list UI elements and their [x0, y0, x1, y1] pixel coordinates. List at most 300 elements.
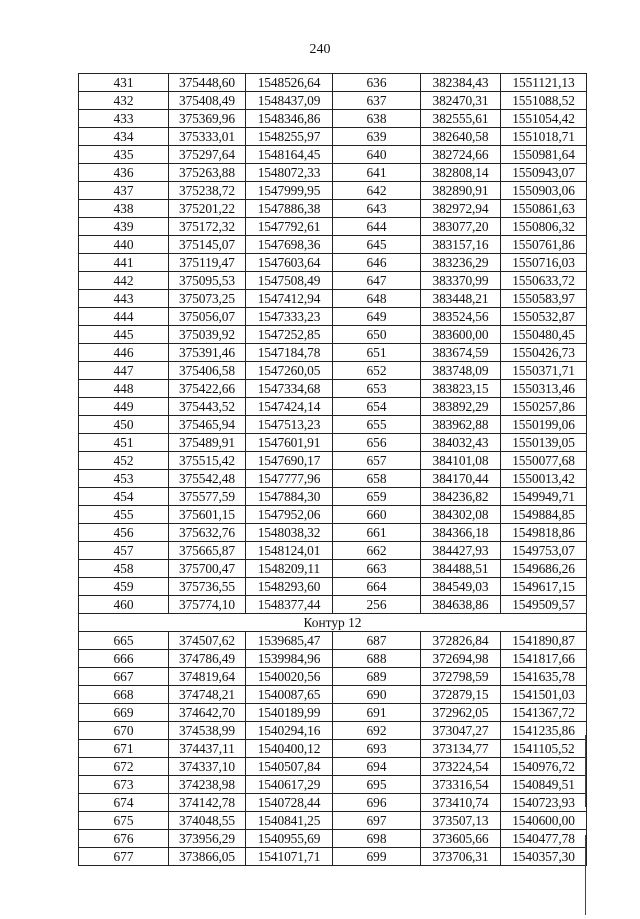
coord-x: 375443,52	[169, 398, 246, 416]
coord-x: 375056,07	[169, 308, 246, 326]
point-id: 664	[333, 578, 421, 596]
table-row	[79, 74, 587, 92]
coord-y: 1547690,17	[246, 452, 333, 470]
coord-y: 1540728,44	[246, 794, 333, 812]
coord-x: 373605,66	[421, 830, 501, 848]
coord-y: 1550426,73	[501, 344, 587, 362]
point-id: 670	[79, 722, 169, 740]
point-id: 697	[333, 812, 421, 830]
coord-y: 1547334,68	[246, 380, 333, 398]
point-id: 645	[333, 236, 421, 254]
coord-x: 375601,15	[169, 506, 246, 524]
point-id: 640	[333, 146, 421, 164]
coord-y: 1550583,97	[501, 290, 587, 308]
point-id: 460	[79, 596, 169, 614]
point-id: 446	[79, 344, 169, 362]
coord-x: 383600,00	[421, 326, 501, 344]
coord-x: 373134,77	[421, 740, 501, 758]
coord-y: 1540617,29	[246, 776, 333, 794]
coord-x: 375632,76	[169, 524, 246, 542]
point-id: 440	[79, 236, 169, 254]
point-id: 447	[79, 362, 169, 380]
point-id: 459	[79, 578, 169, 596]
coord-y: 1550903,06	[501, 182, 587, 200]
point-id: 457	[79, 542, 169, 560]
coord-x: 384236,82	[421, 488, 501, 506]
point-id: 669	[79, 704, 169, 722]
coord-y: 1540189,99	[246, 704, 333, 722]
point-id: 687	[333, 632, 421, 650]
table-row	[79, 308, 587, 326]
coord-y: 1551054,42	[501, 110, 587, 128]
point-id: 673	[79, 776, 169, 794]
point-id: 458	[79, 560, 169, 578]
point-id: 693	[333, 740, 421, 758]
coord-x: 375465,94	[169, 416, 246, 434]
coord-x: 382972,94	[421, 200, 501, 218]
table-row	[79, 722, 587, 740]
table-row	[79, 272, 587, 290]
table-row	[79, 524, 587, 542]
point-id: 646	[333, 254, 421, 272]
coord-x: 375391,46	[169, 344, 246, 362]
table-row	[79, 398, 587, 416]
coord-y: 1541071,71	[246, 848, 333, 866]
coord-y: 1550077,68	[501, 452, 587, 470]
coord-x: 375095,53	[169, 272, 246, 290]
coord-y: 1550806,32	[501, 218, 587, 236]
table-row	[79, 668, 587, 686]
coord-x: 372962,05	[421, 704, 501, 722]
coord-x: 384032,43	[421, 434, 501, 452]
point-id: 647	[333, 272, 421, 290]
table-row	[79, 686, 587, 704]
coord-y: 1550633,72	[501, 272, 587, 290]
coord-x: 382555,61	[421, 110, 501, 128]
point-id: 659	[333, 488, 421, 506]
point-id: 668	[79, 686, 169, 704]
table-row	[79, 632, 587, 650]
coord-x: 383823,15	[421, 380, 501, 398]
point-id: 431	[79, 74, 169, 92]
point-id: 691	[333, 704, 421, 722]
table-row	[79, 596, 587, 614]
table-row	[79, 542, 587, 560]
point-id: 663	[333, 560, 421, 578]
point-id: 675	[79, 812, 169, 830]
coord-y: 1540294,16	[246, 722, 333, 740]
coord-y: 1550371,71	[501, 362, 587, 380]
table-row	[79, 128, 587, 146]
coord-x: 375736,55	[169, 578, 246, 596]
point-id: 676	[79, 830, 169, 848]
coord-x: 373706,31	[421, 848, 501, 866]
coord-y: 1540600,00	[501, 812, 587, 830]
point-id: 696	[333, 794, 421, 812]
coord-y: 1547952,06	[246, 506, 333, 524]
coord-y: 1549509,57	[501, 596, 587, 614]
point-id: 441	[79, 254, 169, 272]
coord-y: 1550199,06	[501, 416, 587, 434]
coord-y: 1548124,01	[246, 542, 333, 560]
coord-y: 1547424,14	[246, 398, 333, 416]
coord-y: 1547886,38	[246, 200, 333, 218]
coord-x: 384638,86	[421, 596, 501, 614]
point-id: 689	[333, 668, 421, 686]
coord-y: 1549686,26	[501, 560, 587, 578]
table-row	[79, 452, 587, 470]
point-id: 694	[333, 758, 421, 776]
margin-line	[585, 835, 586, 915]
point-id: 650	[333, 326, 421, 344]
coord-x: 373316,54	[421, 776, 501, 794]
coord-y: 1547513,23	[246, 416, 333, 434]
coord-y: 1540841,25	[246, 812, 333, 830]
coord-x: 372826,84	[421, 632, 501, 650]
coord-y: 1548255,97	[246, 128, 333, 146]
point-id: 674	[79, 794, 169, 812]
coord-y: 1547884,30	[246, 488, 333, 506]
coord-x: 373866,05	[169, 848, 246, 866]
point-id: 657	[333, 452, 421, 470]
coord-x: 384549,03	[421, 578, 501, 596]
coord-y: 1550943,07	[501, 164, 587, 182]
coord-x: 382470,31	[421, 92, 501, 110]
coord-x: 384101,08	[421, 452, 501, 470]
coord-y: 1548209,11	[246, 560, 333, 578]
table-row	[79, 218, 587, 236]
point-id: 438	[79, 200, 169, 218]
coord-y: 1540507,84	[246, 758, 333, 776]
coord-x: 383892,29	[421, 398, 501, 416]
point-id: 658	[333, 470, 421, 488]
table-row	[79, 776, 587, 794]
point-id: 699	[333, 848, 421, 866]
point-id: 652	[333, 362, 421, 380]
coord-x: 383448,21	[421, 290, 501, 308]
coord-y: 1541817,66	[501, 650, 587, 668]
coord-x: 374819,64	[169, 668, 246, 686]
coord-y: 1540723,93	[501, 794, 587, 812]
coord-x: 375119,47	[169, 254, 246, 272]
coord-y: 1549884,85	[501, 506, 587, 524]
point-id: 454	[79, 488, 169, 506]
point-id: 455	[79, 506, 169, 524]
coord-y: 1547508,49	[246, 272, 333, 290]
page-number: 240	[309, 42, 331, 57]
coord-x: 373224,54	[421, 758, 501, 776]
coord-y: 1550139,05	[501, 434, 587, 452]
coord-x: 374048,55	[169, 812, 246, 830]
coord-y: 1551088,52	[501, 92, 587, 110]
coord-y: 1541890,87	[501, 632, 587, 650]
table-row	[79, 470, 587, 488]
point-id: 451	[79, 434, 169, 452]
coord-y: 1547184,78	[246, 344, 333, 362]
coord-x: 373047,27	[421, 722, 501, 740]
coord-y: 1540976,72	[501, 758, 587, 776]
coord-x: 375333,01	[169, 128, 246, 146]
coord-y: 1541367,72	[501, 704, 587, 722]
point-id: 452	[79, 452, 169, 470]
coord-x: 374337,10	[169, 758, 246, 776]
point-id: 637	[333, 92, 421, 110]
coord-y: 1541235,86	[501, 722, 587, 740]
point-id: 449	[79, 398, 169, 416]
table-row	[79, 326, 587, 344]
table-row	[79, 704, 587, 722]
coord-y: 1548346,86	[246, 110, 333, 128]
coord-y: 1541635,78	[501, 668, 587, 686]
coord-x: 384427,93	[421, 542, 501, 560]
point-id: 690	[333, 686, 421, 704]
coord-x: 382384,43	[421, 74, 501, 92]
section-row	[79, 614, 587, 632]
table-row	[79, 200, 587, 218]
point-id: 456	[79, 524, 169, 542]
table-row	[79, 650, 587, 668]
table-row	[79, 578, 587, 596]
coord-y: 1547252,85	[246, 326, 333, 344]
coord-y: 1547698,36	[246, 236, 333, 254]
coord-x: 384170,44	[421, 470, 501, 488]
coord-y: 1549949,71	[501, 488, 587, 506]
coord-y: 1547792,61	[246, 218, 333, 236]
point-id: 442	[79, 272, 169, 290]
point-id: 643	[333, 200, 421, 218]
coord-x: 375297,64	[169, 146, 246, 164]
coord-y: 1550981,64	[501, 146, 587, 164]
point-id: 651	[333, 344, 421, 362]
coord-y: 1547412,94	[246, 290, 333, 308]
coord-x: 375422,66	[169, 380, 246, 398]
table-row	[79, 380, 587, 398]
coord-y: 1550532,87	[501, 308, 587, 326]
table-row	[79, 488, 587, 506]
coord-y: 1540849,51	[501, 776, 587, 794]
point-id: 672	[79, 758, 169, 776]
table-row	[79, 434, 587, 452]
coord-x: 383077,20	[421, 218, 501, 236]
table-row	[79, 758, 587, 776]
point-id: 436	[79, 164, 169, 182]
coord-x: 382640,58	[421, 128, 501, 146]
point-id: 437	[79, 182, 169, 200]
coord-y: 1548164,45	[246, 146, 333, 164]
point-id: 667	[79, 668, 169, 686]
point-id: 656	[333, 434, 421, 452]
coord-x: 372879,15	[421, 686, 501, 704]
coordinates-block-b	[79, 632, 587, 866]
point-id: 433	[79, 110, 169, 128]
point-id: 653	[333, 380, 421, 398]
point-id: 671	[79, 740, 169, 758]
point-id: 660	[333, 506, 421, 524]
coord-y: 1541105,52	[501, 740, 587, 758]
coord-y: 1547603,64	[246, 254, 333, 272]
coord-y: 1548038,32	[246, 524, 333, 542]
coord-y: 1539685,47	[246, 632, 333, 650]
coord-y: 1548293,60	[246, 578, 333, 596]
table-row	[79, 812, 587, 830]
point-id: 661	[333, 524, 421, 542]
coord-x: 384488,51	[421, 560, 501, 578]
coord-x: 375406,58	[169, 362, 246, 380]
coord-y: 1550761,86	[501, 236, 587, 254]
table-row	[79, 848, 587, 866]
coord-x: 375073,25	[169, 290, 246, 308]
point-id: 639	[333, 128, 421, 146]
coord-x: 384366,18	[421, 524, 501, 542]
coord-x: 374642,70	[169, 704, 246, 722]
coord-y: 1540087,65	[246, 686, 333, 704]
coord-y: 1548437,09	[246, 92, 333, 110]
table-row	[79, 560, 587, 578]
coord-x: 375700,47	[169, 560, 246, 578]
point-id: 655	[333, 416, 421, 434]
coord-y: 1548526,64	[246, 74, 333, 92]
contour-title: Контур 12	[79, 614, 587, 632]
coordinates-table	[78, 73, 587, 866]
coord-x: 375774,10	[169, 596, 246, 614]
coord-y: 1540400,12	[246, 740, 333, 758]
table-row	[79, 146, 587, 164]
coord-x: 382808,14	[421, 164, 501, 182]
table-row	[79, 362, 587, 380]
point-id: 444	[79, 308, 169, 326]
table-row	[79, 164, 587, 182]
point-id: 642	[333, 182, 421, 200]
point-id: 443	[79, 290, 169, 308]
coord-x: 374238,98	[169, 776, 246, 794]
coord-x: 375172,32	[169, 218, 246, 236]
point-id: 698	[333, 830, 421, 848]
point-id: 256	[333, 596, 421, 614]
coord-x: 375039,92	[169, 326, 246, 344]
point-id: 435	[79, 146, 169, 164]
coord-y: 1550313,46	[501, 380, 587, 398]
coord-y: 1550013,42	[501, 470, 587, 488]
table-row	[79, 416, 587, 434]
coord-x: 375263,88	[169, 164, 246, 182]
point-id: 677	[79, 848, 169, 866]
coord-x: 374748,21	[169, 686, 246, 704]
coord-x: 382890,91	[421, 182, 501, 200]
coord-y: 1540477,78	[501, 830, 587, 848]
coord-x: 383524,56	[421, 308, 501, 326]
point-id: 636	[333, 74, 421, 92]
coord-x: 375369,96	[169, 110, 246, 128]
table-row	[79, 92, 587, 110]
point-id: 448	[79, 380, 169, 398]
coord-x: 375577,59	[169, 488, 246, 506]
coord-y: 1540955,69	[246, 830, 333, 848]
coord-x: 374538,99	[169, 722, 246, 740]
coord-x: 375542,48	[169, 470, 246, 488]
coord-x: 383674,59	[421, 344, 501, 362]
point-id: 662	[333, 542, 421, 560]
coord-x: 373507,13	[421, 812, 501, 830]
table-row	[79, 344, 587, 362]
coord-y: 1550257,86	[501, 398, 587, 416]
coord-x: 372694,98	[421, 650, 501, 668]
point-id: 644	[333, 218, 421, 236]
table-row	[79, 182, 587, 200]
table-row	[79, 110, 587, 128]
point-id: 432	[79, 92, 169, 110]
table-row	[79, 506, 587, 524]
coord-x: 375515,42	[169, 452, 246, 470]
coord-x: 374142,78	[169, 794, 246, 812]
point-id: 445	[79, 326, 169, 344]
coord-x: 375489,91	[169, 434, 246, 452]
coordinates-block-a	[79, 74, 587, 614]
table-row	[79, 290, 587, 308]
coord-y: 1549818,86	[501, 524, 587, 542]
point-id: 648	[333, 290, 421, 308]
coord-x: 383236,29	[421, 254, 501, 272]
coord-x: 375201,22	[169, 200, 246, 218]
coord-y: 1547601,91	[246, 434, 333, 452]
coord-x: 375238,72	[169, 182, 246, 200]
coord-y: 1549617,15	[501, 578, 587, 596]
coord-x: 383748,09	[421, 362, 501, 380]
coord-y: 1551018,71	[501, 128, 587, 146]
coord-y: 1550480,45	[501, 326, 587, 344]
coord-y: 1540357,30	[501, 848, 587, 866]
margin-line	[585, 735, 586, 807]
table-row	[79, 236, 587, 254]
table-row	[79, 254, 587, 272]
point-id: 654	[333, 398, 421, 416]
coord-x: 374507,62	[169, 632, 246, 650]
point-id: 695	[333, 776, 421, 794]
point-id: 453	[79, 470, 169, 488]
coord-x: 373410,74	[421, 794, 501, 812]
coord-x: 375448,60	[169, 74, 246, 92]
point-id: 649	[333, 308, 421, 326]
coord-y: 1540020,56	[246, 668, 333, 686]
point-id: 688	[333, 650, 421, 668]
point-id: 641	[333, 164, 421, 182]
coord-y: 1547999,95	[246, 182, 333, 200]
coord-y: 1549753,07	[501, 542, 587, 560]
point-id: 666	[79, 650, 169, 668]
coord-y: 1548072,33	[246, 164, 333, 182]
coord-y: 1547260,05	[246, 362, 333, 380]
coord-x: 383370,99	[421, 272, 501, 290]
table-row	[79, 794, 587, 812]
coord-x: 372798,59	[421, 668, 501, 686]
point-id: 450	[79, 416, 169, 434]
coord-y: 1547777,96	[246, 470, 333, 488]
coord-y: 1547333,23	[246, 308, 333, 326]
coord-y: 1548377,44	[246, 596, 333, 614]
table-row	[79, 740, 587, 758]
coord-y: 1539984,96	[246, 650, 333, 668]
coord-y: 1541501,03	[501, 686, 587, 704]
table-row	[79, 830, 587, 848]
point-id: 692	[333, 722, 421, 740]
coord-y: 1550716,03	[501, 254, 587, 272]
coord-x: 375665,87	[169, 542, 246, 560]
point-id: 638	[333, 110, 421, 128]
coord-y: 1551121,13	[501, 74, 587, 92]
coord-x: 373956,29	[169, 830, 246, 848]
point-id: 434	[79, 128, 169, 146]
coord-x: 384302,08	[421, 506, 501, 524]
coord-y: 1550861,63	[501, 200, 587, 218]
